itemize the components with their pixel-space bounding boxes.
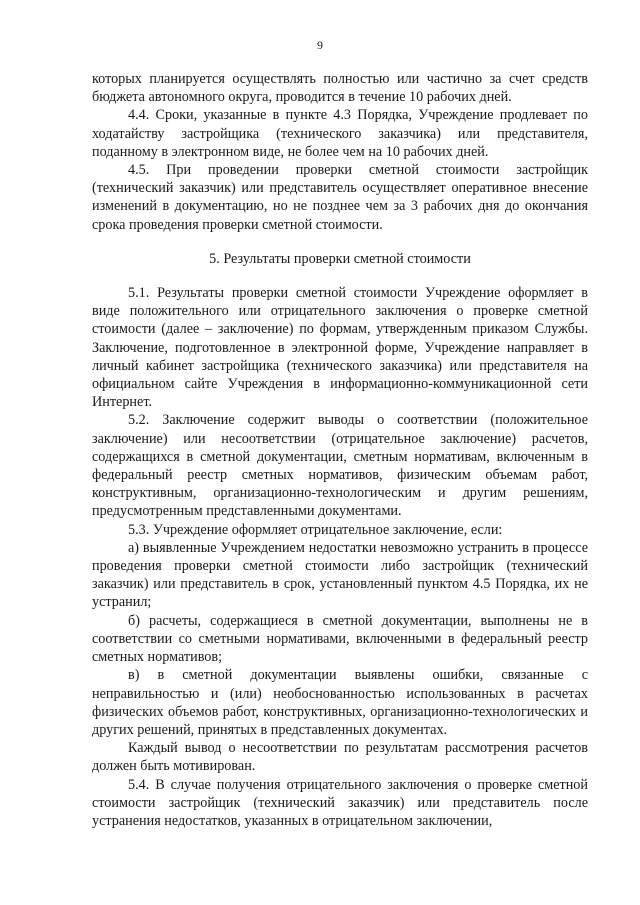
- paragraph-motivation: Каждый вывод о несоответствии по результатам рассмотрения расчетов должен быть мотивирован.: [92, 740, 588, 775]
- paragraph-4-5: 4.5. При проведении проверки сметной стоимости застройщик (технический заказчик) или представитель осуществляет оперативное внесение изменений в документацию, но не позднее чем за 3 рабочих дня до окончания срока проведения проверки сметной стоимости.: [92, 162, 588, 233]
- list-item-a: а) выявленные Учреждением недостатки невозможно устранить в процессе проведения проверки сметной стоимости либо застройщик (технический заказчик) или представитель в срок, установленный пунктом 4.5 Порядка, их не устранил;: [92, 539, 588, 611]
- paragraph-5-2: 5.2. Заключение содержит выводы о соответствии (положительное заключение) или несоответствии (отрицательное заключение) расчетов, содержащихся в сметной документации, сметным нормативам, включенным в федеральный реестр сметных нормативов, физическим объемам работ, конструктивным, организационно-технологическим и другим решениям, предусмотренным представленными документами.: [92, 412, 588, 520]
- list-item-v: в) в сметной документации выявлены ошибки, связанные с неправильностью и (или) необоснованностью использованных в расчетах физических объемов работ, конструктивных, организационно-технологических и других решений, принятых в представленных документах.: [92, 667, 588, 738]
- paragraph-5-4: 5.4. В случае получения отрицательного заключения о проверке сметной стоимости застройщик (технический заказчик) или представитель после устранения недостатков, указанных в отрицательном заключении,: [92, 776, 588, 829]
- section-heading: 5. Результаты проверки сметной стоимости: [209, 250, 471, 267]
- paragraph-5-1: 5.1. Результаты проверки сметной стоимости Учреждение оформляет в виде положительного или отрицательного заключения о проверке сметной стоимости (далее – заключение) по формам, утвержденным приказом Службы. Заключение, подготовленное в электронной форме, Учреждение направляет в личный кабинет застройщика (технического заказчика) или представителя на официальном сайте Учреждения в информационно-коммуникационной сети Интернет.: [92, 285, 588, 411]
- paragraph-continuation: которых планируется осуществлять полностью или частично за счет средств бюджета автономного округа, проводится в течение 10 рабочих дней.: [92, 71, 588, 106]
- document-body: [92, 70, 588, 830]
- paragraph-5-3: 5.3. Учреждение оформляет отрицательное заключение, если:: [128, 521, 503, 538]
- list-item-b: б) расчеты, содержащиеся в сметной документации, выполнены не в соответствии со сметными нормативами, включенными в федеральный реестр сметных нормативов;: [92, 612, 588, 666]
- page-number: 9: [317, 38, 323, 52]
- paragraph-4-4: 4.4. Сроки, указанные в пункте 4.3 Порядка, Учреждение продлевает по ходатайству застройщика (технического заказчика) или представителя, поданному в электронном виде, не более чем на 10 рабочих дней.: [92, 107, 588, 160]
